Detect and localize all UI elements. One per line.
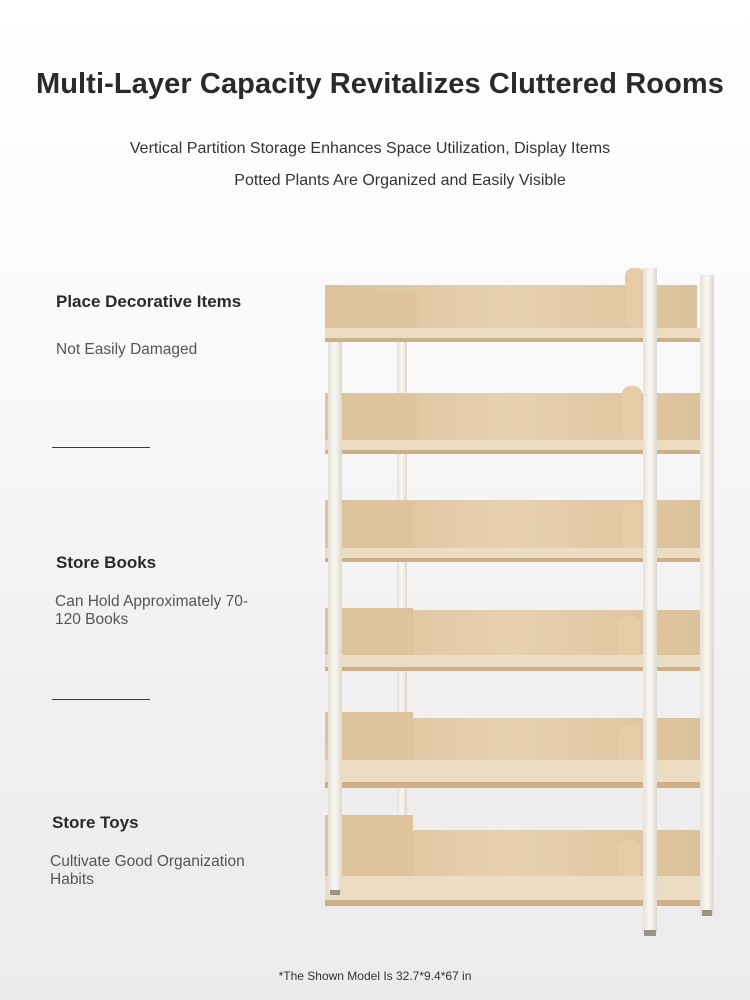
front-left-post <box>328 342 342 892</box>
foot <box>644 930 656 936</box>
dimension-footnote: *The Shown Model Is 32.7*9.4*67 in <box>278 969 472 983</box>
foot <box>330 890 340 895</box>
foot <box>702 910 712 916</box>
front-right-post <box>643 268 657 933</box>
feature-title-toys: Store Toys <box>52 813 139 832</box>
subtitle-line-2: Potted Plants Are Organized and Easily Visible <box>234 172 566 189</box>
divider <box>52 447 150 448</box>
feature-title-books: Store Books <box>56 553 157 572</box>
bookshelf-illustration <box>300 250 730 940</box>
subtitle-line-1: Vertical Partition Storage Enhances Space Utilization, Display Items <box>129 140 611 157</box>
divider <box>52 699 150 700</box>
page-title: Multi-Layer Capacity Revitalizes Cluttered Rooms <box>35 68 725 100</box>
back-right-post <box>700 275 714 915</box>
back-left-post <box>397 290 407 890</box>
feature-title-decorative: Place Decorative Items <box>56 292 242 311</box>
feature-desc-toys: Cultivate Good Organization Habits <box>50 853 245 888</box>
feature-desc-decorative: Not Easily Damaged <box>56 341 198 358</box>
feature-desc-books: Can Hold Approximately 70-120 Books <box>55 593 248 628</box>
